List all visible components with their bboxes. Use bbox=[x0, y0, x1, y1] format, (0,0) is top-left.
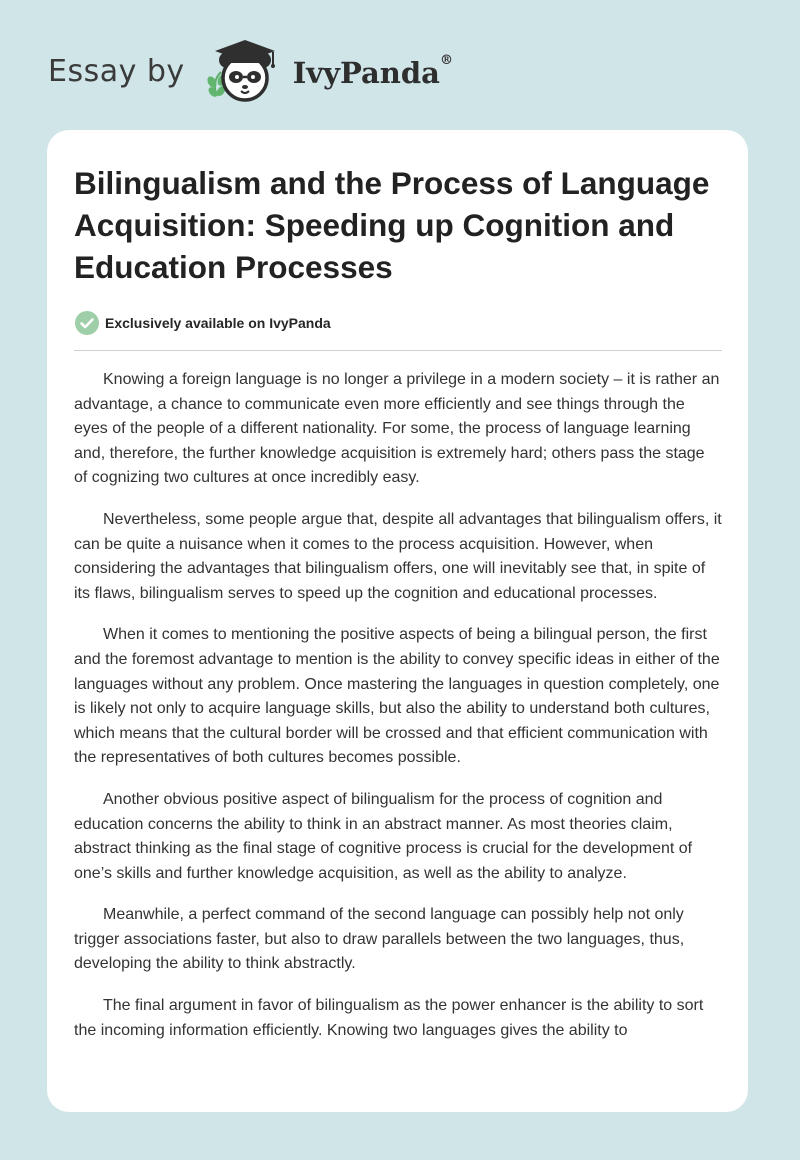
paragraph: Knowing a foreign language is no longer a privilege in a modern society – it is rather an advantage, a chance to communicate even more efficiently and see things through the eyes of the people of a different nationality. For some, the process of language learning and, therefore, the further knowledge acquisition is extremely hard; others pass the stage of cognizing two cultures at once incredibly easy. bbox=[74, 371, 720, 487]
paragraph: When it comes to mentioning the positive aspects of being a bilingual person, the first and the foremost advantage to mention is the ability to convey specific ideas in either of the languages without any problem. Once mastering the languages in question completely, one is likely not only to acquire language skills, but also the ability to understand both cultures, which means that the cultural border will be crossed and that efficient communication with the representatives of both cultures becomes possible. bbox=[74, 626, 720, 767]
panda-graduate-icon bbox=[199, 34, 291, 108]
paragraph: The final argument in favor of bilingualism as the power enhancer is the ability to sort the incoming information efficiently. Knowing two languages gives the ability to bbox=[74, 997, 704, 1039]
site-header bbox=[48, 34, 453, 108]
divider bbox=[74, 350, 722, 351]
essay-body bbox=[74, 368, 722, 1043]
check-circle-icon bbox=[74, 310, 100, 336]
essay-card bbox=[47, 130, 748, 1112]
registered-mark: ® bbox=[439, 53, 453, 69]
exclusive-badge-text: Exclusively available on IvyPanda bbox=[105, 315, 331, 331]
essay-title: Bilingualism and the Process of Language Acquisition: Speeding up Cognition and Education Processes bbox=[74, 165, 710, 285]
paragraph: Nevertheless, some people argue that, despite all advantages that bilingualism offers, it can be quite a nuisance when it comes to the process acquisition. However, when considering the advantages that bilingualism offers, one will inevitably see that, in spite of its flaws, bilingualism serves to speed up the cognition and educational processes. bbox=[74, 510, 722, 602]
exclusive-badge bbox=[74, 310, 722, 336]
paragraph: Meanwhile, a perfect command of the second language can possibly help not only trigger associations faster, but also to draw parallels between the two languages, thus, developing the ability to think abstractly. bbox=[74, 906, 685, 973]
brand-name bbox=[292, 53, 453, 90]
paragraph: Another obvious positive aspect of bilingualism for the process of cognition and education concerns the ability to think in an abstract manner. As most theories claim, abstract thinking as the final stage of cognitive process is crucial for the development of one’s skills and further knowledge acquisition, as well as the ability to analyze. bbox=[74, 790, 693, 882]
brand-text: IvyPanda bbox=[292, 56, 440, 90]
essay-by-label: Essay by bbox=[48, 53, 185, 89]
